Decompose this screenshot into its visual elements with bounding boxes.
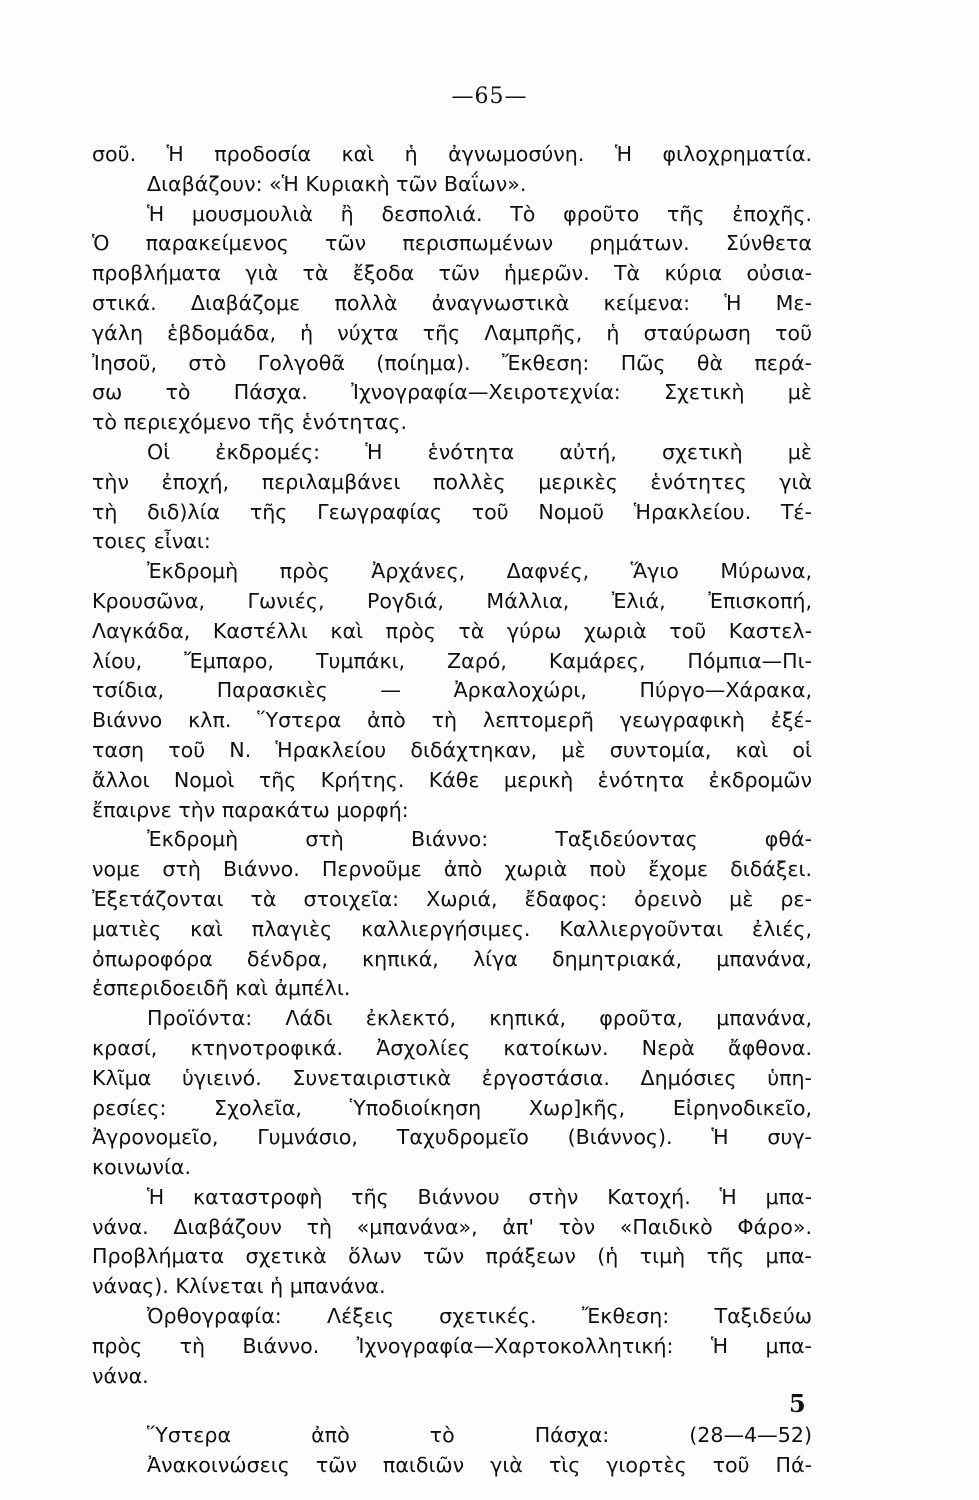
text-line: Ἀγρονομεῖο, Γυμνάσιο, Ταχυδρομεῖο (Βιάννος). Ἡ συγ- (92, 1125, 812, 1150)
text-line: Προβλήματα σχετικὰ ὅλων τῶν πράξεων (ἡ τιμὴ τῆς μπα- (92, 1244, 812, 1269)
text-line: Ἡ καταστροφὴ τῆς Βιάννου στὴν Κατοχή. Ἡ μπα- (147, 1184, 812, 1209)
text-line: Βιάννο κλπ. Ὕστερα ἀπὸ τὴ λεπτομερῆ γεωγραφικὴ ἐξέ- (92, 708, 812, 733)
printer-signature-mark: 5 (789, 1389, 806, 1418)
text-line: Ὀρθογραφία: Λέξεις σχετικές. Ἔκθεση: Ταξιδεύω (147, 1304, 812, 1329)
text-line: νομε στὴ Βιάννο. Περνοῦμε ἀπὸ χωριὰ ποὺ ἔχομε διδάξει. (92, 857, 812, 882)
text-line: ἄλλοι Νομοὶ τῆς Κρήτης. Κάθε μερικὴ ἑνότητα ἐκδρομῶν (92, 767, 812, 792)
text-line: πρὸς τὴ Βιάννο. Ἰχνογραφία—Χαρτοκολλητική: Ἡ μπα- (92, 1333, 812, 1358)
text-line: ὀπωροφόρα δένδρα, κηπικά, λίγα δημητριακά, μπανάνα, (92, 946, 812, 971)
text-line: νάνα. (92, 1363, 149, 1388)
text-line: ἐσπεριδοειδῆ καὶ ἀμπέλι. (92, 976, 351, 1001)
text-line: νάνας). Κλίνεται ἡ μπανάνα. (92, 1274, 386, 1299)
text-line: τὴν ἐποχή, περιλαμβάνει πολλὲς μερικὲς ἑνότητες γιὰ (92, 469, 812, 494)
text-line: Διαβάζουν: «Ἡ Κυριακὴ τῶν Βαΐων». (147, 171, 527, 196)
body-text (92, 140, 812, 1481)
section-heading-line: Οἱ ἐκδρομές: Ἡ ἑνότητα αὐτή, σχετικὴ μὲ (147, 439, 812, 464)
page-number: —65— (451, 84, 528, 109)
text-line: γάλη ἑβδομάδα, ἡ νύχτα τῆς Λαμπρῆς, ἡ σταύρωση τοῦ (92, 320, 812, 345)
blank-line (92, 1391, 812, 1421)
text-line: Κλῖμα ὑγιεινό. Συνεταιριστικὰ ἐργοστάσια. Δημόσιες ὑπη- (92, 1065, 812, 1090)
text-line: Ἀνακοινώσεις τῶν παιδιῶν γιὰ τὶς γιορτὲς τοῦ Πά- (147, 1453, 812, 1478)
text-line: Ἐξετάζονται τὰ στοιχεῖα: Χωριά, ἔδαφος: ὀρεινὸ μὲ ρε- (92, 886, 812, 911)
text-line: ταση τοῦ Ν. Ἡρακλείου διδάχτηκαν, μὲ συντομία, καὶ οἱ (92, 737, 812, 762)
text-line: νάνα. Διαβάζουν τὴ «μπανάνα», ἀπ' τὸν «Παιδικὸ Φάρο». (92, 1214, 812, 1239)
text-line: κοινωνία. (92, 1155, 192, 1180)
text-line: Ἰησοῦ, στὸ Γολγοθᾶ (ποίημα). Ἔκθεση: Πῶς θὰ περά- (92, 350, 812, 375)
text-line: Ἐκδρομὴ πρὸς Ἀρχάνες, Δαφνές, Ἅγιο Μύρωνα, (147, 559, 812, 584)
section-heading-line: Ἐκδρομὴ στὴ Βιάννο: Ταξιδεύοντας φθά- (147, 827, 812, 852)
text-line: Λαγκάδα, Καστέλλι καὶ πρὸς τὰ γύρω χωριὰ τοῦ Καστελ- (92, 618, 812, 643)
text-line: τὸ περιεχόμενο τῆς ἑνότητας. (92, 410, 407, 435)
text-line: ρεσίες: Σχολεῖα, Ὑποδιοίκηση Χωρ]κῆς, Εἰρηνοδικεῖο, (92, 1095, 812, 1120)
text-line: Προϊόντα: Λάδι ἐκλεκτό, κηπικά, φροῦτα, μπανάνα, (147, 1006, 812, 1031)
text-line: κρασί, κτηνοτροφικά. Ἀσχολίες κατοίκων. Νερὰ ἄφθονα. (92, 1035, 812, 1060)
text-line: σοῦ. Ἡ προδοσία καὶ ἡ ἀγνωμοσύνη. Ἡ φιλοχρηματία. (92, 142, 812, 166)
section-heading-line: Ὕστερα ἀπὸ τὸ Πάσχα: (28—4—52) (147, 1423, 812, 1448)
text-line: Ὁ παρακείμενος τῶν περισπωμένων ρημάτων. Σύνθετα (92, 231, 812, 256)
text-line: τσίδια, Παρασκιὲς — Ἀρκαλοχώρι, Πύργο—Χάρακα, (92, 678, 812, 703)
text-line: Ἡ μουσμουλιὰ ἢ δεσπολιά. Τὸ φροῦτο τῆς ἐποχῆς. (147, 201, 812, 226)
text-line: λίου, Ἔμπαρο, Τυμπάκι, Ζαρό, Καμάρες, Πόμπια—Πι- (92, 648, 812, 673)
text-line: ματιὲς καὶ πλαγιὲς καλλιεργήσιμες. Καλλιεργοῦνται ἐλιές, (92, 916, 812, 941)
text-line: Κρουσῶνα, Γωνιές, Ρογδιά, Μάλλια, Ἐλιά, Ἐπισκοπή, (92, 588, 812, 613)
text-line: τοιες εἶναι: (92, 529, 211, 554)
text-line: προβλήματα γιὰ τὰ ἔξοδα τῶν ἡμερῶν. Τὰ κύρια οὐσια- (92, 261, 812, 286)
text-line: σω τὸ Πάσχα. Ἰχνογραφία—Χειροτεχνία: Σχετικὴ μὲ (92, 380, 812, 405)
text-line: ἔπαιρνε τὴν παρακάτω μορφή: (92, 797, 409, 822)
text-line: στικά. Διαβάζομε πολλὰ ἀναγνωστικὰ κείμενα: Ἡ Με- (92, 290, 812, 315)
text-line: τὴ διδ)λία τῆς Γεωγραφίας τοῦ Νομοῦ Ἡρακλείου. Τέ- (92, 499, 812, 524)
